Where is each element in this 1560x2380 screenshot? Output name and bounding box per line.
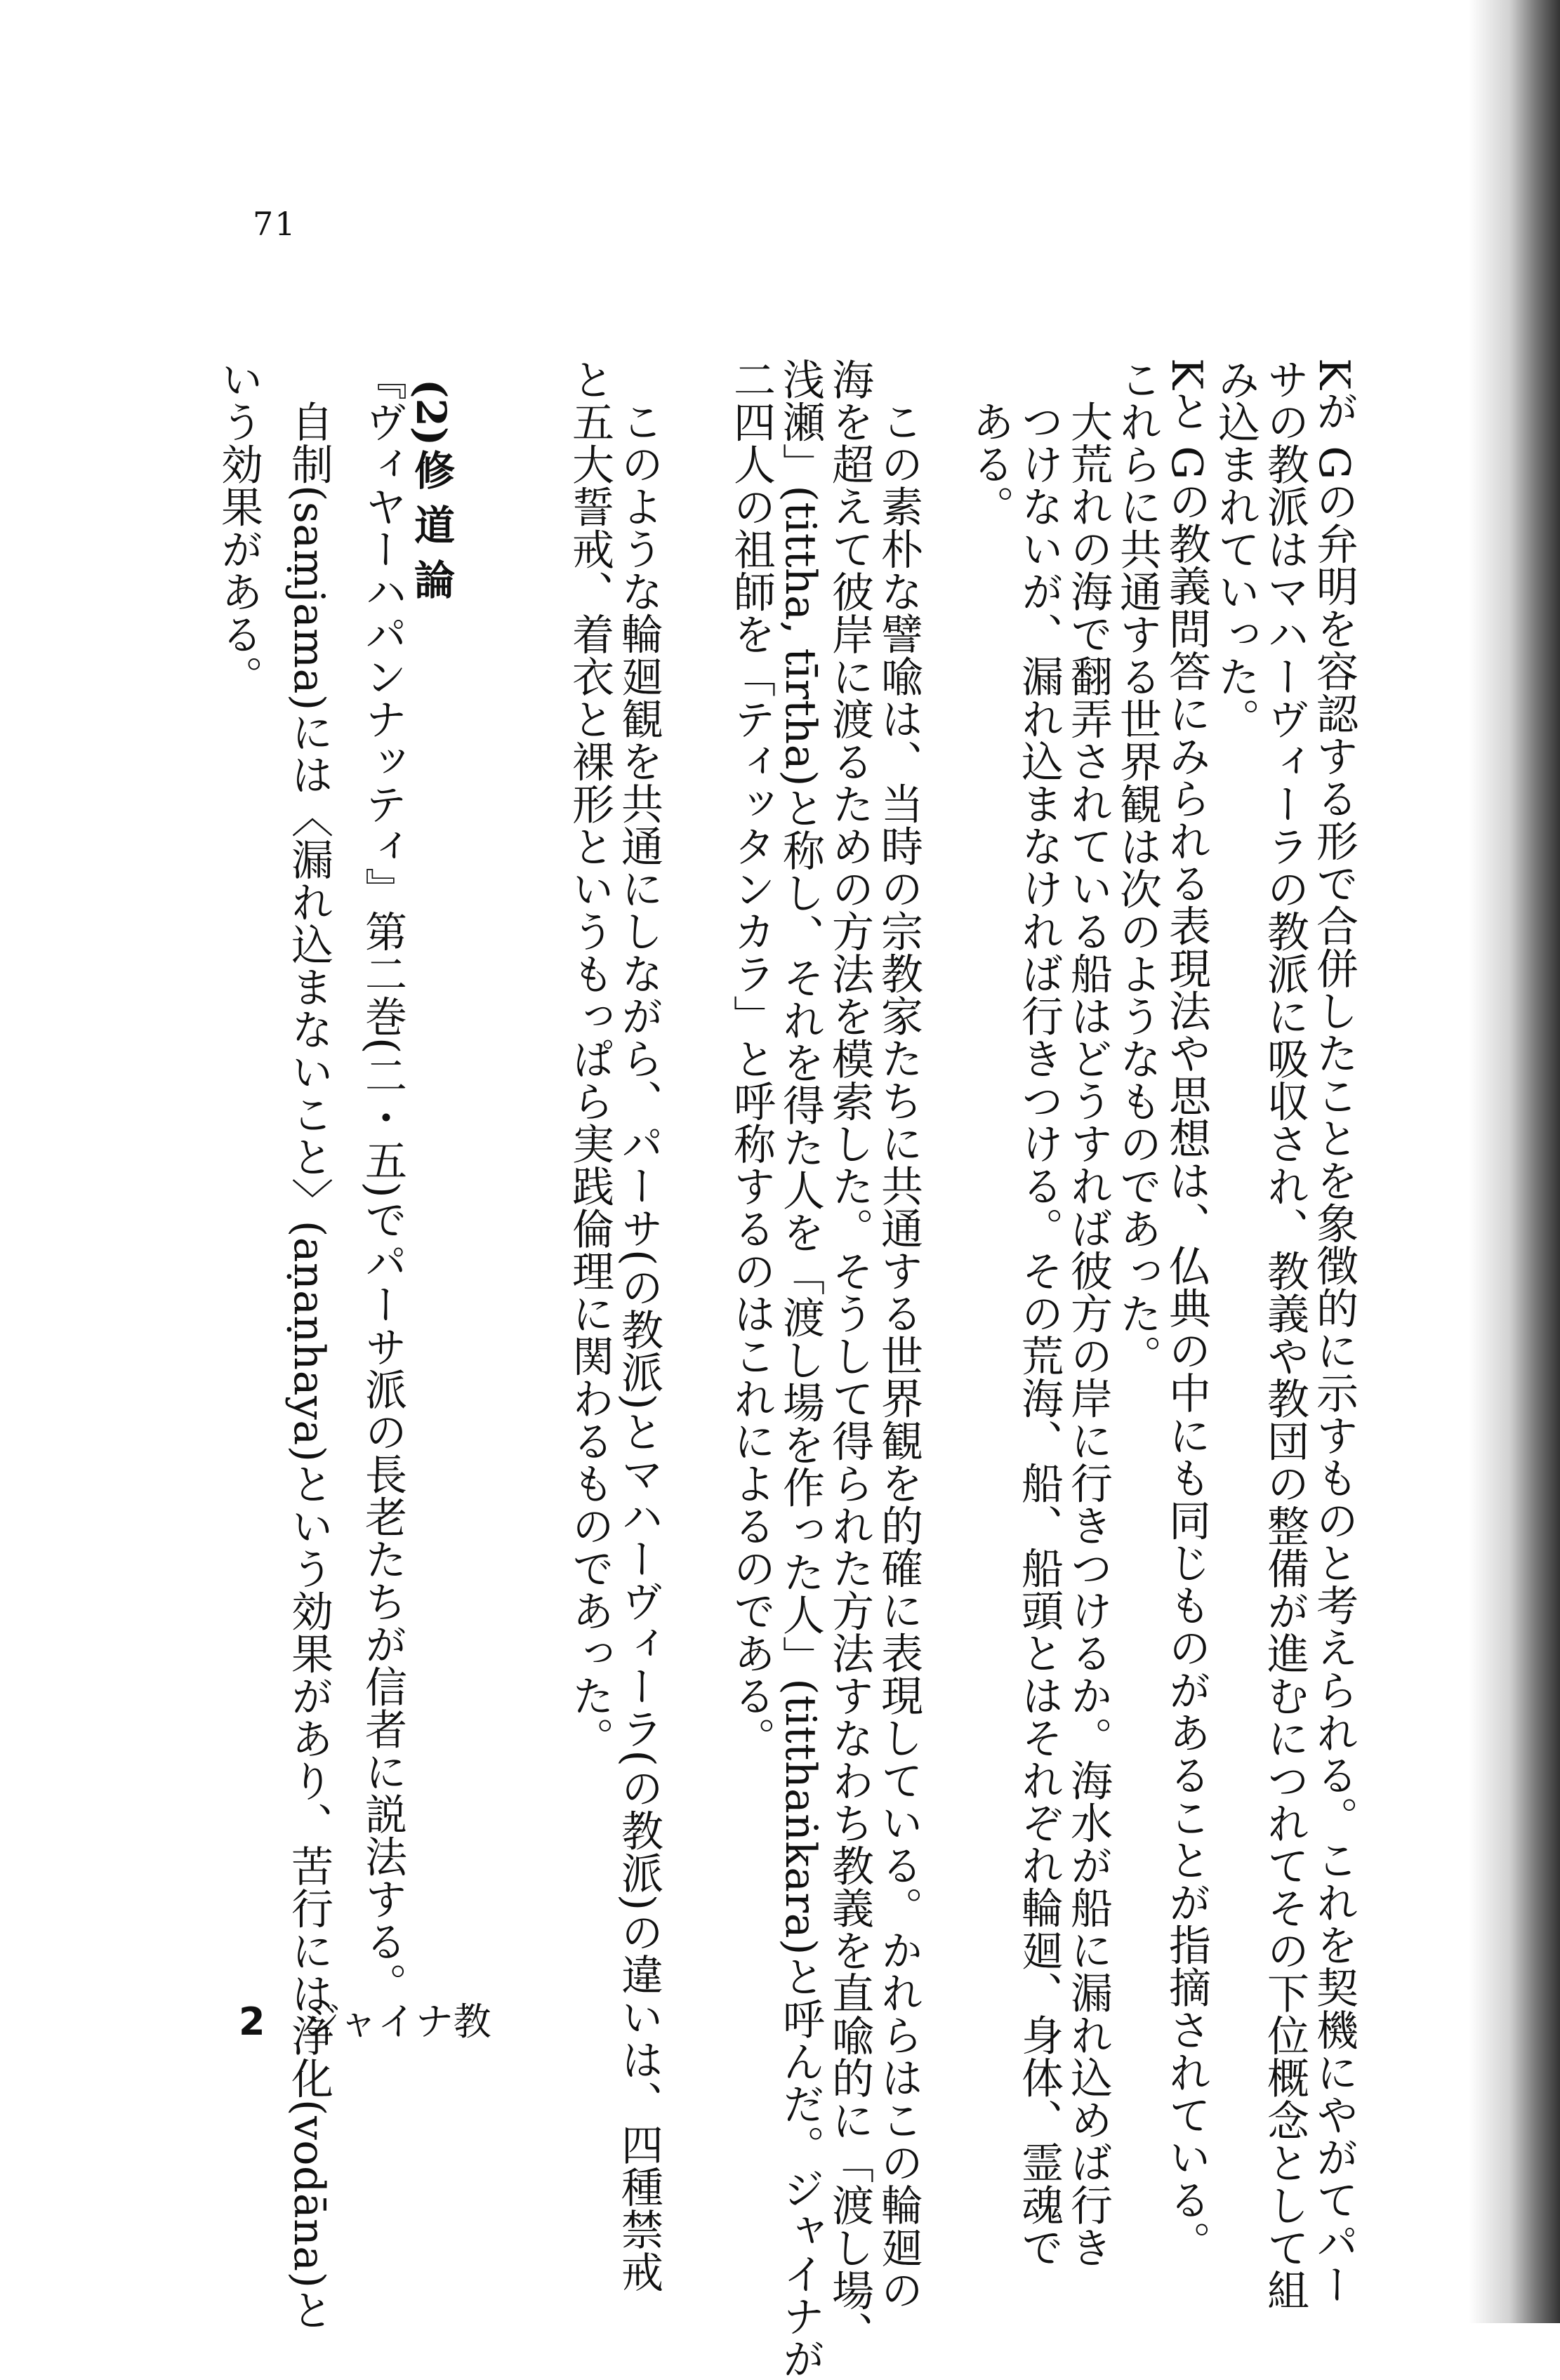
scan-edge-shadow [1469,0,1560,2323]
text-column: ある。 [965,400,1014,528]
text-column: つけないが、漏れ込まなければ行きつける。その荒海、船、船頭とはそれぞれ輪廻、身体、霊魂で [1014,400,1064,2268]
text-column: と五大誓戒、着衣と裸形というもっぱら実践倫理に関わるものであった。 [565,358,614,1760]
text-column: 自制(saṃjama)には〈漏れ込まないこと〉(aṇaṇhaya)という効果があり、苦行には浄化(vodāna)と [284,400,333,2331]
text-column: いう効果がある。 [214,358,263,698]
page-number: 71 [253,205,297,243]
page-footer [239,1992,491,2046]
text-column: 『ヴィヤーハパンナッティ』第二巻(二・五)でパーサ派の長老たちが信者に説法する。 [358,358,407,2005]
section-number: (2) [407,379,455,446]
text-column: サの教派はマハーヴィーラの教派に吸収され、教義や教団の整備が進むにつれてその下位概念として組 [1260,358,1309,2311]
text-column: 二四人の祖師を「ティッタンカラ」と呼称するのはこれによるのである。 [727,358,776,1760]
text-column: 大荒れの海で翻弄されている船はどうすれば彼方の岸に行きつけるか。海水が船に漏れ込めば行き [1064,400,1113,2268]
text-column: Kと Gの教義問答にみられる表現法や思想は、仏典の中にも同じものがあることが指摘されている。 [1162,358,1211,2263]
text-column: み込まれていった。 [1211,358,1260,740]
text-column: Kが Gの弁明を容認する形で合併したことを象徴的に示すものと考えられる。これを契機にやがてパー [1309,358,1359,2306]
chapter-number: 2 [239,2000,265,2044]
text-column: これらに共通する世界観は次のようなものであった。 [1113,358,1162,1377]
text-column: 海を超えて彼岸に渡るための方法を模索した。そうして得られた方法すなわち教義を直喩的に「渡し場、 [825,358,874,2354]
text-column: 浅瀬」(tittha, tīrtha)と称し、それを得た人を「渡し場を作った人」(titthaṅkara)と呼んだ。ジャイナが [776,358,825,2380]
text-column: このような輪廻観を共通にしながら、パーサ(の教派)とマハーヴィーラ(の教派)の違いは、四種禁戒 [614,400,663,2294]
chapter-title: ジャイナ教 [302,2000,491,2044]
section-title: 修道論 [407,449,455,613]
text-column: この素朴な譬喩は、当時の宗教家たちに共通する世界観を的確に表現している。かれらはこの輪廻の [874,400,923,2311]
